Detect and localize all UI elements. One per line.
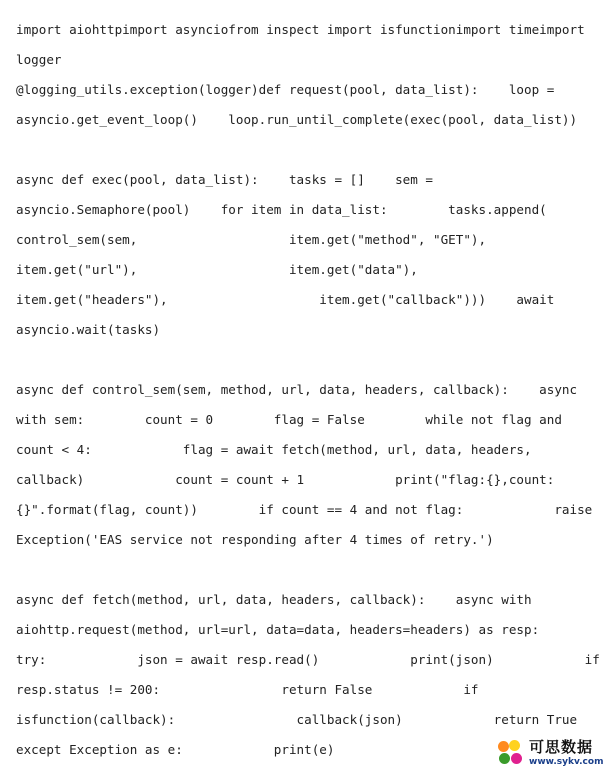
code-line: callback) count = count + 1 print("flag:{},count:	[16, 472, 555, 487]
code-line: async def exec(pool, data_list): tasks = [] sem =	[16, 172, 434, 187]
code-line: except Exception as e: print(e)	[16, 742, 335, 757]
code-line: aiohttp.request(method, url=url, data=data, headers=headers) as resp:	[16, 622, 540, 637]
code-line: @logging_utils.exception(logger)def request(pool, data_list): loop =	[16, 82, 555, 97]
paragraph-gap	[16, 135, 596, 165]
code-line: try: json = await resp.read() print(json) if	[16, 652, 600, 667]
code-line: control_sem(sem, item.get("method", "GET"),	[16, 232, 487, 247]
code-line: with sem: count = 0 flag = False while not flag and	[16, 412, 562, 427]
code-line: count < 4: flag = await fetch(method, url, data, headers,	[16, 442, 532, 457]
code-line: item.get("headers"), item.get("callback"))) await	[16, 292, 555, 307]
code-line: async def fetch(method, url, data, headers, callback): async with	[16, 592, 532, 607]
code-line: isfunction(callback): callback(json) return True	[16, 712, 578, 727]
code-line: async def control_sem(sem, method, url, data, headers, callback): async	[16, 382, 578, 397]
code-line: item.get("url"), item.get("data"),	[16, 262, 418, 277]
logo-dots-icon	[497, 740, 527, 768]
code-line: import aiohttpimport asynciofrom inspect import isfunctionimport timeimport	[16, 22, 585, 37]
code-line: Exception('EAS service not responding after 4 times of retry.')	[16, 532, 494, 547]
code-line: logger	[16, 52, 62, 67]
paragraph-gap	[16, 555, 596, 585]
code-document	[16, 15, 600, 765]
watermark-url: www.sykv.com	[529, 757, 604, 767]
watermark-name: 可思数据	[529, 738, 594, 756]
code-line: asyncio.Semaphore(pool) for item in data_list: tasks.append(	[16, 202, 547, 217]
paragraph-gap	[16, 345, 596, 375]
code-line: {}".format(flag, count)) if count == 4 and not flag: raise	[16, 502, 593, 517]
code-line: asyncio.get_event_loop() loop.run_until_complete(exec(pool, data_list))	[16, 112, 578, 127]
code-line: asyncio.wait(tasks)	[16, 322, 161, 337]
code-line: resp.status != 200: return False if	[16, 682, 479, 697]
watermark-logo	[497, 738, 605, 770]
